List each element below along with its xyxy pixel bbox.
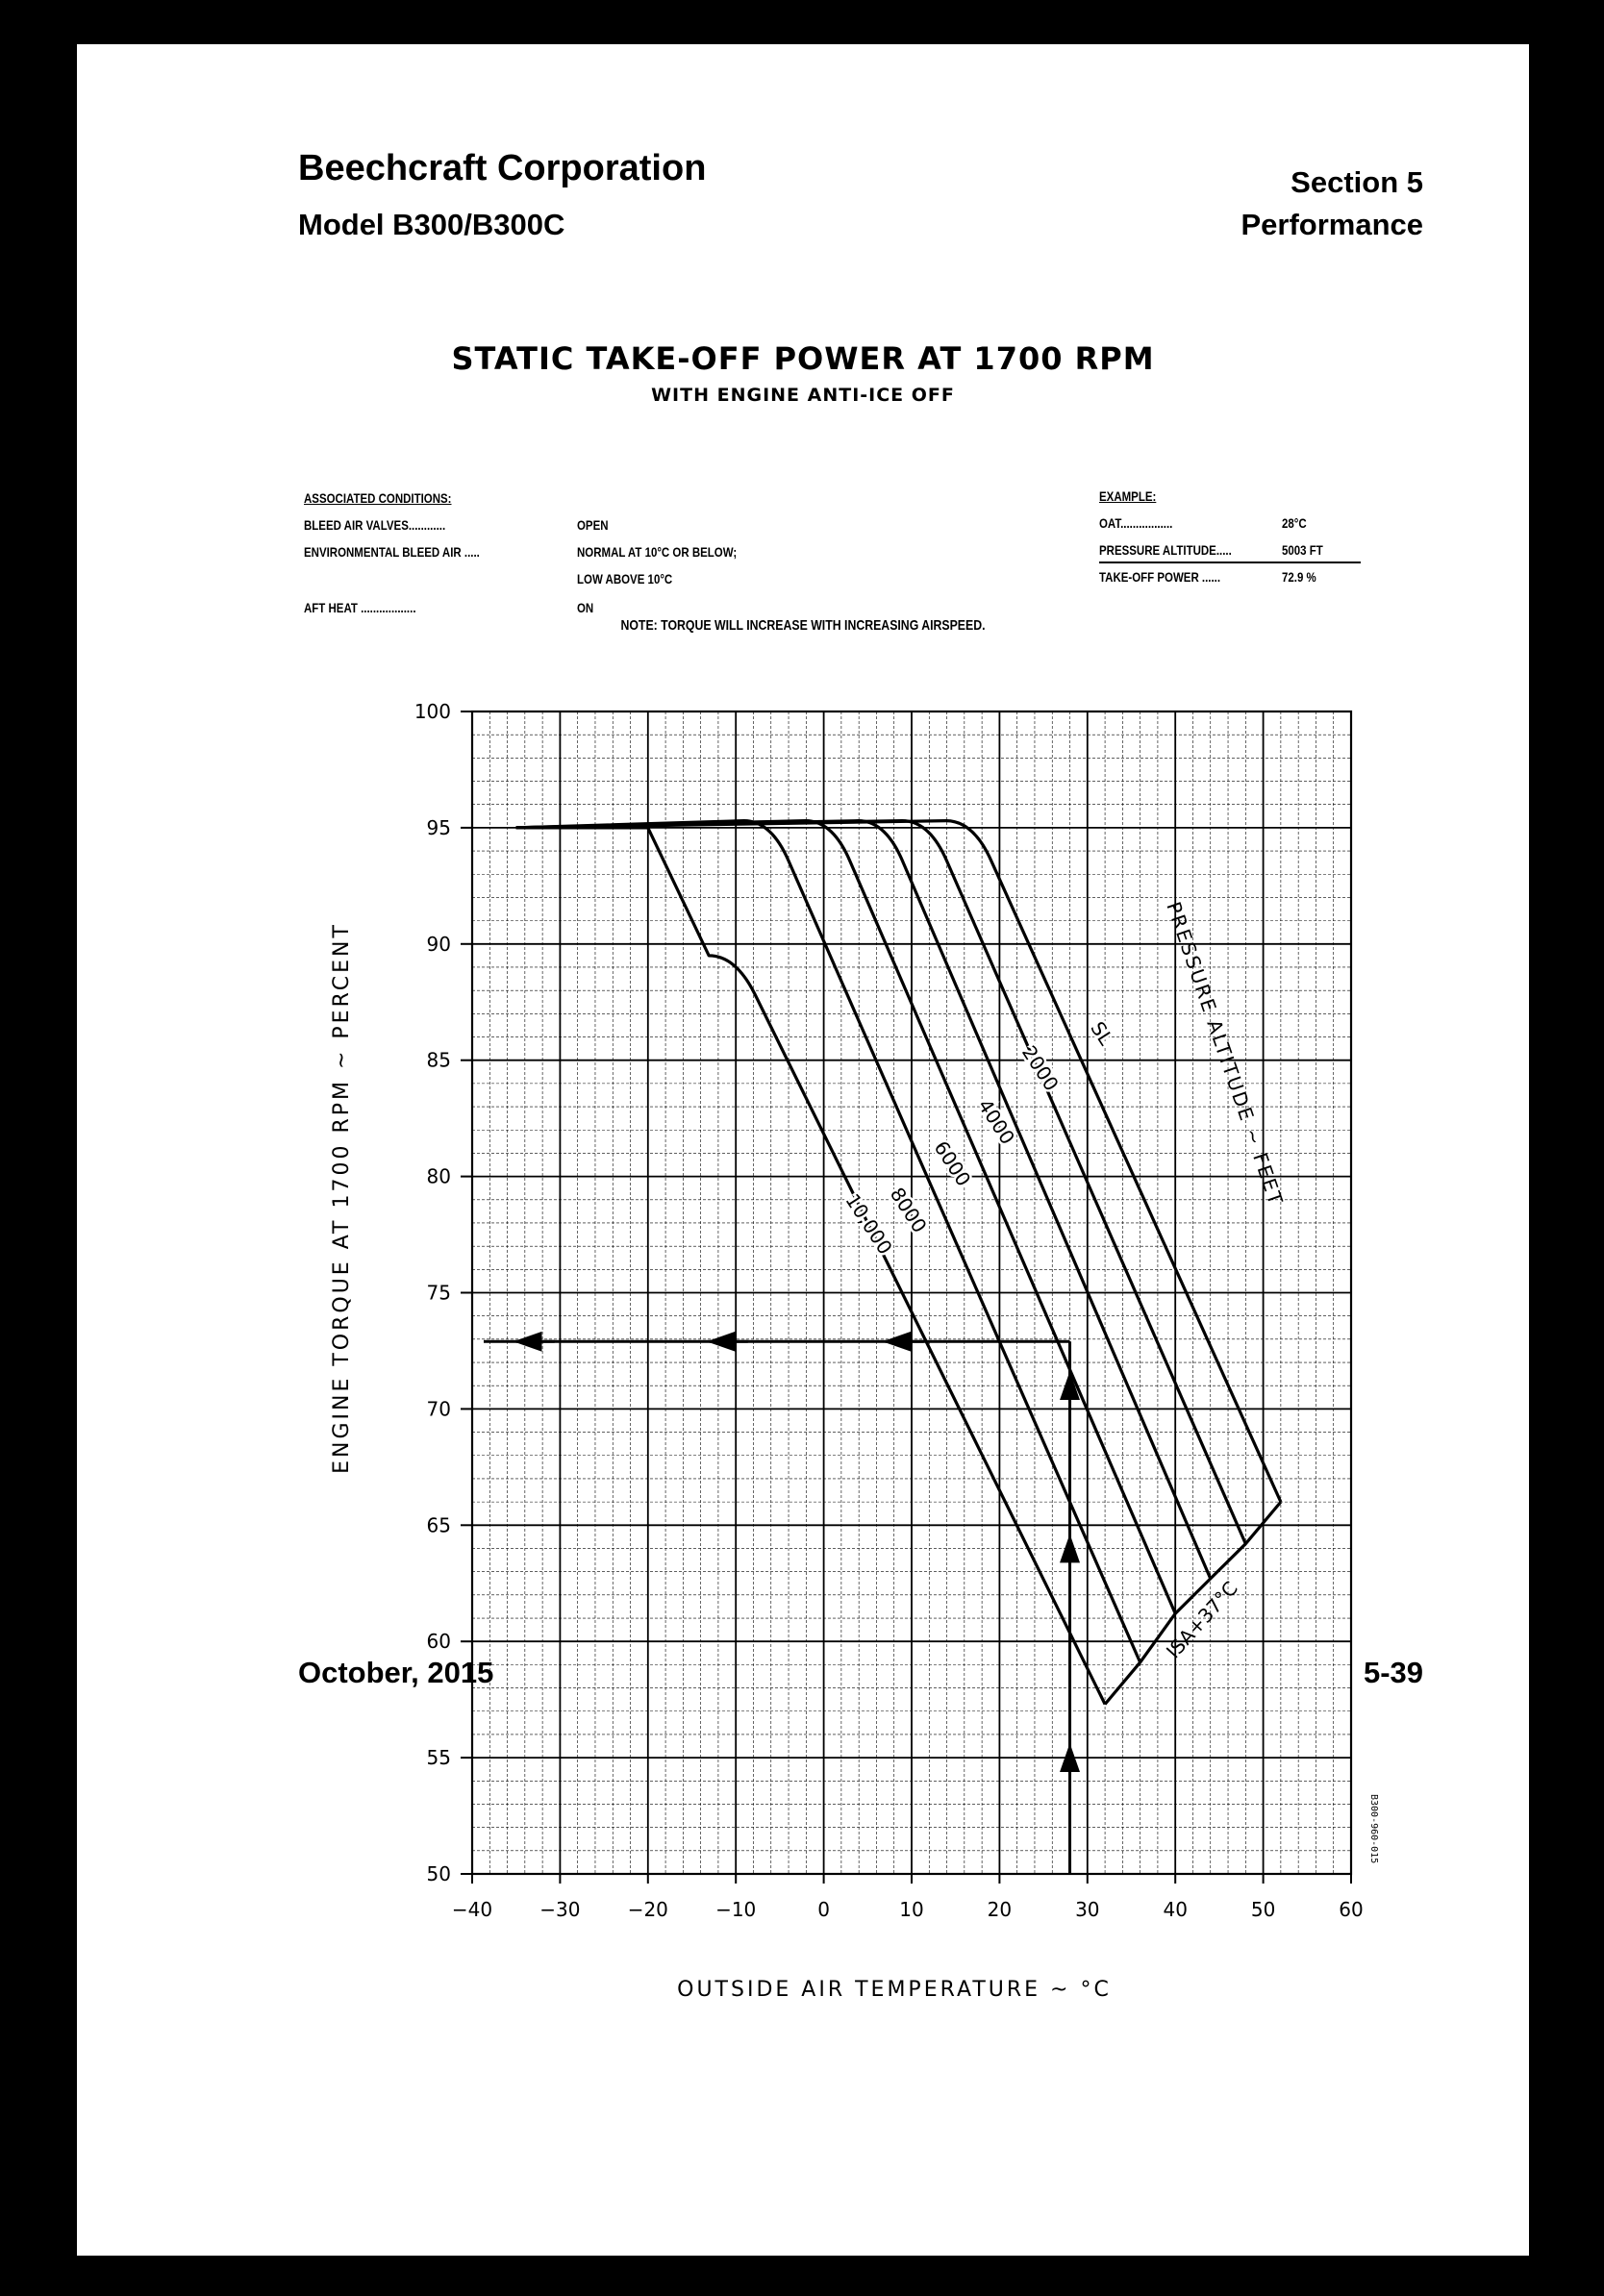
figure-id: B300-960-015 <box>1368 1794 1379 1864</box>
condition-label: BLEED AIR VALVES............ <box>304 517 446 533</box>
x-tick-label: 10 <box>899 1898 924 1921</box>
series-line-SL <box>516 821 1281 1502</box>
x-tick-label: −40 <box>451 1898 493 1921</box>
x-tick-label: 30 <box>1075 1898 1100 1921</box>
example-value: 5003 FT <box>1282 542 1323 558</box>
series-label: 4000 <box>973 1094 1020 1149</box>
conditions-heading: ASSOCIATED CONDITIONS: <box>304 490 452 506</box>
x-tick-label: 40 <box>1163 1898 1188 1921</box>
chart-subtitle: WITH ENGINE ANTI-ICE OFF <box>651 385 955 406</box>
limit-line-label: ISA+37°C <box>1161 1576 1242 1663</box>
series-label: 8000 <box>885 1183 932 1237</box>
y-tick-label: 85 <box>426 1048 451 1072</box>
example-value: 28°C <box>1282 515 1307 531</box>
footer-page-number: 5-39 <box>1363 1656 1423 1689</box>
x-axis-title: OUTSIDE AIR TEMPERATURE ~ °C <box>677 1978 1112 2002</box>
chart-title: STATIC TAKE-OFF POWER AT 1700 RPM <box>451 340 1155 377</box>
series-title: PRESSURE ALTITUDE ~ FEET <box>1162 898 1289 1210</box>
x-tick-label: 0 <box>817 1898 830 1921</box>
condition-value: ON <box>577 600 594 615</box>
series-line-6000 <box>516 821 1175 1614</box>
y-tick-label: 75 <box>426 1281 451 1305</box>
y-tick-label: 55 <box>426 1746 451 1770</box>
y-tick-label: 65 <box>426 1513 451 1537</box>
y-tick-label: 50 <box>426 1862 451 1885</box>
condition-value: LOW ABOVE 10°C <box>577 571 673 586</box>
model-name: Model B300/B300C <box>298 208 565 241</box>
x-tick-label: −30 <box>539 1898 581 1921</box>
example-label: PRESSURE ALTITUDE..... <box>1099 542 1232 558</box>
y-tick-label: 95 <box>426 815 451 839</box>
series-line-8000 <box>516 821 1140 1662</box>
series-line-10000 <box>516 828 1105 1705</box>
y-tick-label: 100 <box>414 700 451 723</box>
y-tick-label: 70 <box>426 1397 451 1421</box>
series-label: SL <box>1086 1017 1118 1050</box>
chart-plot <box>77 44 1529 2256</box>
section-label: Section 5 <box>1291 165 1423 199</box>
y-axis-title: ENGINE TORQUE AT 1700 RPM ~ PERCENT <box>330 922 354 1474</box>
x-tick-label: −10 <box>715 1898 757 1921</box>
y-tick-label: 90 <box>426 932 451 956</box>
x-tick-label: 20 <box>987 1898 1013 1921</box>
x-tick-label: 60 <box>1339 1898 1364 1921</box>
y-tick-label: 60 <box>426 1630 451 1654</box>
footer-date: October, 2015 <box>298 1656 494 1689</box>
condition-value: NORMAL AT 10°C OR BELOW; <box>577 544 738 560</box>
example-label: TAKE-OFF POWER ...... <box>1099 569 1221 585</box>
series-label: 6000 <box>929 1136 976 1190</box>
subsection-label: Performance <box>1241 208 1423 241</box>
series-label: 2000 <box>1016 1041 1064 1095</box>
example-label: OAT................. <box>1099 515 1173 531</box>
example-heading: EXAMPLE: <box>1099 488 1157 504</box>
x-tick-label: 50 <box>1250 1898 1276 1921</box>
example-value: 72.9 % <box>1282 569 1316 585</box>
document-page <box>77 44 1529 2256</box>
condition-label: ENVIRONMENTAL BLEED AIR ..... <box>304 544 480 560</box>
y-tick-label: 80 <box>426 1164 451 1188</box>
condition-label: AFT HEAT .................. <box>304 600 416 615</box>
company-name: Beechcraft Corporation <box>298 148 707 188</box>
condition-value: OPEN <box>577 517 609 533</box>
x-tick-label: −20 <box>627 1898 668 1921</box>
series-label: 10,000 <box>840 1189 897 1259</box>
chart-note: NOTE: TORQUE WILL INCREASE WITH INCREASING AIRSPEED. <box>620 617 986 634</box>
